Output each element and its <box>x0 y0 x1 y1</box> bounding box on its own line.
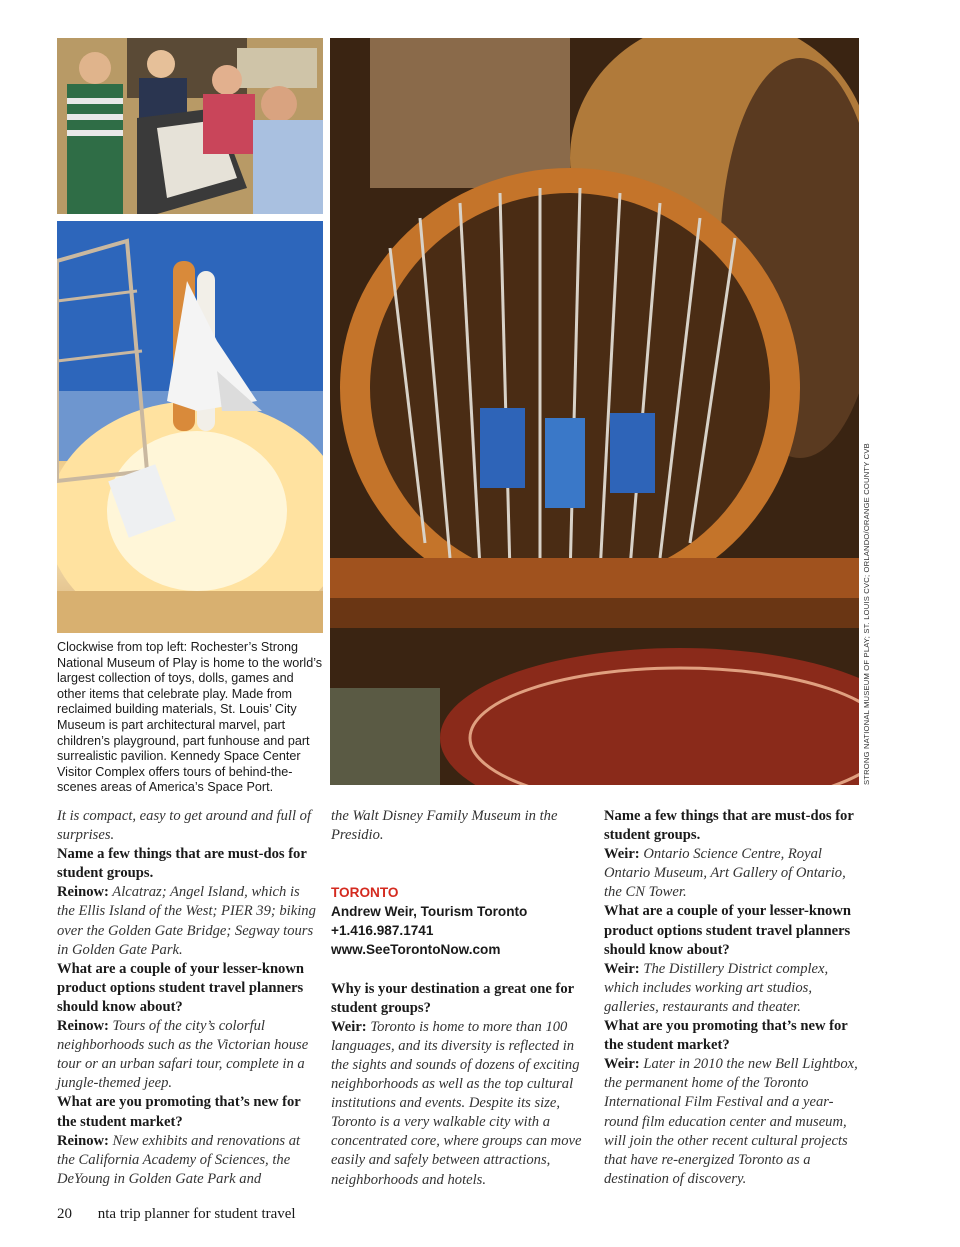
photo-museum-of-play <box>57 38 323 214</box>
answer-speaker: Reinow: <box>57 1132 109 1149</box>
intro-text: It is compact, easy to get around and full of surprises. <box>57 808 312 844</box>
column-2 <box>331 807 589 1190</box>
answer-text: Tours of the city’s colorful neighborhoods such as the Victorian house tour or an urban safari tour, complete in a jungle-themed jeep. <box>57 1018 309 1092</box>
page-footer <box>57 1206 296 1223</box>
answer-text: The Distillery District complex, which includes working art studios, galleries, restaurants and theater. <box>604 960 829 1015</box>
question: Why is your destination a great one for student groups? <box>331 980 574 1016</box>
answer-speaker: Weir: <box>331 1018 367 1035</box>
answer-speaker: Weir: <box>604 1056 640 1073</box>
continued-text: the Walt Disney Family Museum in the Presidio. <box>331 808 558 844</box>
city-museum-illustration <box>330 38 859 785</box>
question: What are a couple of your lesser-known product options student travel planners should know about? <box>57 960 305 1015</box>
contact-phone: +1.416.987.1741 <box>331 923 434 939</box>
answer <box>57 1017 319 1093</box>
photo-space-shuttle <box>57 221 323 633</box>
answer-text: Later in 2010 the new Bell Lightbox, the permanent home of the Toronto International Film Festival and a year-round film education center and museum, will join the other recent cultural projects that have re-energized Toronto as a destination of discovery. <box>604 1056 858 1187</box>
photo-city-museum <box>330 38 859 785</box>
question: What are you promoting that’s new for the student market? <box>604 1018 848 1054</box>
answer-text: Toronto is home to more than 100 languages, and its diversity is reflected in the sights and sounds of dozens of exciting neighborhoods as well as the top cultural institutions and events. Despite its size, Toronto is a very walkable city with a concentrated core, where groups can move easily and safely between attractions, neighborhoods and hotels. <box>331 1018 582 1188</box>
answer <box>604 1055 866 1189</box>
kids-illustration <box>57 38 323 214</box>
answer-text: New exhibits and renovations at the California Academy of Sciences, the DeYoung in Golden Gate Park and <box>57 1132 301 1187</box>
answer <box>331 1018 589 1190</box>
page-number: 20 <box>57 1206 72 1222</box>
shuttle-illustration <box>57 221 323 633</box>
spacer <box>331 845 589 883</box>
answer-text: Alcatraz; Angel Island, which is the Ellis Island of the West; PIER 39; biking over the Golden Gate Bridge; Segway tours in Golden Gate Park. <box>57 884 316 958</box>
contact-name: Andrew Weir, Tourism Toronto <box>331 904 528 920</box>
spacer <box>331 960 589 980</box>
answer <box>604 845 866 902</box>
photo-caption: Clockwise from top left: Rochester’s Strong National Museum of Play is home to the world’s largest collection of toys, dolls, games and other items that celebrate play. Made from reclaimed building materials, St. Louis’ City Museum is part architectural marvel, part children’s playground, part funhouse and part surrealistic pavilion. Kennedy Space Center Visitor Complex offers tours of behind-the-scenes areas of America’s Space Port. <box>57 640 323 795</box>
question: Name a few things that are must-dos for student groups. <box>604 808 854 844</box>
publication-name: nta trip planner for student travel <box>97 1206 296 1222</box>
column-3 <box>604 807 866 1189</box>
answer-speaker: Reinow: <box>57 1018 109 1035</box>
question: What are a couple of your lesser-known product options student travel planners should know about? <box>604 903 852 958</box>
column-1 <box>57 807 319 1189</box>
question: Name a few things that are must-dos for student groups. <box>57 846 307 882</box>
answer <box>57 883 319 959</box>
contact-website: www.SeeTorontoNow.com <box>331 942 501 958</box>
answer <box>604 960 866 1017</box>
answer-speaker: Weir: <box>604 846 640 863</box>
photo-credit: STRONG NATIONAL MUSEUM OF PLAY; ST. LOUIS CVC; ORLANDO/ORANGE COUNTY CVB <box>862 443 871 785</box>
answer <box>57 1132 319 1189</box>
destination-name: TORONTO <box>331 885 399 901</box>
answer-speaker: Weir: <box>604 960 640 977</box>
question: What are you promoting that’s new for the student market? <box>57 1094 301 1130</box>
answer-text: Ontario Science Centre, Royal Ontario Museum, Art Gallery of Ontario, the CN Tower. <box>604 846 846 901</box>
answer-speaker: Reinow: <box>57 884 109 901</box>
